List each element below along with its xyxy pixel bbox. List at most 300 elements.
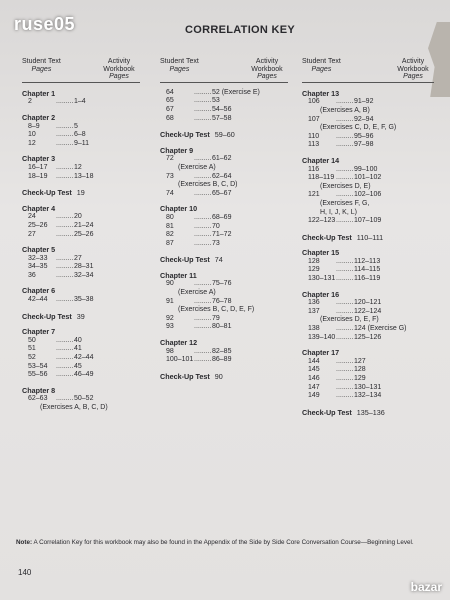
check-up-test: [160, 256, 288, 265]
column-header: [160, 58, 288, 83]
student-text-header: [22, 58, 61, 81]
dot-leader: .........: [194, 172, 212, 180]
student-text-page: 128: [308, 257, 320, 265]
correlation-row: [302, 266, 434, 275]
workbook-page: 70: [212, 222, 220, 230]
check-up-test: [302, 234, 434, 243]
student-text-page: 72: [166, 155, 174, 163]
correlation-row: [22, 296, 140, 305]
student-text-page: 130–131: [308, 275, 336, 283]
student-text-sub: Pages: [311, 65, 332, 73]
workbook-page: 82–85: [212, 347, 232, 355]
student-text-page: 8–9: [28, 122, 40, 130]
student-text-page: 149: [308, 392, 320, 400]
workbook-page: 52 (Exercise E): [212, 88, 260, 96]
chapter-heading: Chapter 11: [160, 270, 197, 280]
workbook-page: 116–119: [354, 275, 381, 283]
student-text-page: 146: [308, 375, 320, 382]
workbook-page: 13–18: [74, 172, 94, 180]
workbook-page: 53: [212, 97, 220, 105]
chapter-heading: Chapter 7: [22, 327, 56, 337]
exercise-note: [178, 164, 288, 173]
chapter-heading: Chapter 10: [160, 204, 198, 214]
chapter-heading: Chapter 4: [22, 203, 56, 213]
chapter-heading: Chapter 5: [22, 245, 56, 255]
correlation-row: [22, 222, 140, 231]
correlation-row: [22, 213, 140, 222]
student-text-page: 64: [166, 88, 174, 96]
workbook-page: 120–121: [354, 299, 382, 307]
correlation-row: [22, 395, 140, 404]
workbook-sub: Pages: [257, 73, 277, 81]
student-text-page: 106: [308, 98, 320, 106]
dot-leader: .........: [194, 114, 212, 122]
dot-leader: .........: [336, 141, 354, 149]
check-up-label: Check-Up Test: [160, 130, 210, 140]
student-text-page: 129: [308, 266, 320, 274]
dot-leader: .........: [56, 221, 74, 229]
student-text-page: 137: [308, 307, 320, 315]
dot-leader: .........: [194, 88, 212, 96]
correlation-row: [22, 272, 140, 281]
dot-leader: .........: [56, 230, 74, 238]
dot-leader: .........: [56, 254, 74, 262]
exercise-note-text: (Exercises B, C, D, E, F): [178, 306, 255, 314]
dot-leader: .........: [194, 280, 212, 288]
correlation-row: [22, 140, 140, 149]
check-up-label: Check-Up Test: [22, 188, 72, 198]
workbook-page: 5: [74, 122, 78, 130]
workbook-page: 79: [212, 314, 220, 322]
student-text-page: 90: [166, 280, 174, 288]
watermark-corner: bazar: [410, 580, 442, 594]
dot-leader: .........: [194, 189, 212, 197]
exercise-note-text: (Exercises C, D, E, F, G): [320, 124, 397, 132]
exercise-note-text: (Exercises A, B, C, D): [40, 404, 108, 411]
dot-leader: .........: [194, 105, 212, 113]
chapter-heading: Chapter 14: [302, 155, 340, 165]
workbook-page: 80–81: [212, 323, 232, 331]
correlation-row: [22, 255, 140, 264]
check-up-test: [22, 313, 140, 322]
student-text-page: 67: [166, 105, 174, 113]
student-text-page: 25–26: [28, 221, 48, 229]
workbook-page: 6–8: [74, 131, 86, 139]
chapter-heading: Chapter 9: [160, 145, 194, 155]
workbook-page: 12: [74, 163, 82, 171]
workbook-page: 76–78: [212, 297, 232, 305]
dot-leader: .........: [336, 165, 354, 173]
workbook-header: [246, 58, 288, 81]
correlation-row: [302, 358, 434, 367]
workbook-page: 25–26: [74, 230, 94, 238]
workbook-page: 92–94: [354, 115, 374, 123]
exercise-note-text: (Exercises F, G,: [320, 199, 370, 207]
student-text-page: 16–17: [28, 163, 48, 171]
workbook-page: 57–58: [212, 114, 232, 122]
workbook-page: 62–64: [212, 172, 232, 180]
student-text-page: 27: [28, 230, 36, 238]
exercise-note: [178, 289, 288, 298]
dot-leader: .........: [56, 163, 74, 171]
exercise-note-text: (Exercises D, E, F): [320, 316, 379, 324]
student-text-page: 93: [166, 323, 174, 331]
workbook-page: 65–67: [212, 189, 232, 197]
chapter-heading: Chapter 15: [302, 248, 340, 258]
dot-leader: .........: [56, 345, 74, 353]
workbook-header: [392, 58, 434, 81]
column-1: [22, 58, 140, 413]
workbook-label: Activity Workbook: [251, 58, 283, 73]
check-up-pages: 74: [214, 255, 223, 265]
student-text-page: 34–35: [28, 263, 48, 271]
student-text-page: 87: [166, 239, 174, 247]
chapter-heading: Chapter 3: [22, 154, 56, 164]
workbook-sub: Pages: [109, 73, 129, 81]
workbook-page: 122–124: [354, 307, 382, 315]
chapter-heading: Chapter 6: [22, 286, 56, 296]
correlation-row: [302, 384, 434, 393]
exercise-note: [320, 183, 434, 192]
correlation-row: [302, 299, 434, 308]
workbook-page: 27: [74, 254, 82, 262]
correlation-row: [302, 392, 434, 401]
page-title: CORRELATION KEY: [185, 24, 296, 36]
student-text-page: 65: [166, 97, 174, 105]
dot-leader: .........: [56, 122, 74, 130]
student-text-page: 50: [28, 336, 36, 344]
student-text-page: 118–119: [308, 174, 335, 182]
workbook-page: 28–31: [74, 263, 94, 271]
workbook-page: 32–34: [74, 271, 94, 279]
workbook-page: 99–100: [354, 165, 378, 173]
student-text-label: Student Text: [302, 58, 341, 65]
student-text-page: 42–44: [28, 296, 48, 304]
workbook-page: 50–52: [74, 395, 94, 403]
workbook-page: 102–106: [354, 191, 382, 199]
correlation-row: [22, 363, 140, 372]
workbook-page: 124 (Exercise G): [354, 325, 407, 333]
workbook-header: [98, 58, 140, 81]
student-text-page: 113: [308, 141, 320, 149]
dot-leader: .........: [336, 257, 354, 265]
correlation-row: [302, 375, 434, 384]
dot-leader: .........: [336, 383, 354, 391]
correlation-row: [160, 323, 288, 332]
correlation-row: [160, 115, 288, 124]
correlation-row: [22, 98, 140, 107]
exercise-note: [320, 316, 434, 325]
workbook-page: 132–134: [354, 392, 382, 400]
student-text-label: Student Text: [22, 58, 61, 65]
student-text-page: 36: [28, 271, 36, 279]
check-up-label: Check-Up Test: [22, 311, 72, 321]
dot-leader: .........: [336, 191, 354, 199]
column-3: [302, 58, 434, 421]
student-text-page: 145: [308, 366, 320, 374]
workbook-page: 71–72: [212, 231, 232, 239]
dot-leader: .........: [336, 98, 354, 106]
dot-leader: .........: [56, 395, 74, 403]
correlation-row: [302, 217, 434, 226]
check-up-label: Check-Up Test: [302, 232, 352, 242]
chapter-heading: Chapter 12: [160, 338, 198, 348]
correlation-row: [160, 348, 288, 357]
student-text-page: 18–19: [28, 172, 48, 180]
student-text-page: 100–101: [166, 356, 194, 364]
workbook-label: Activity Workbook: [103, 58, 135, 73]
exercise-note-text: (Exercises D, E): [320, 182, 371, 190]
footnote-text: A Correlation Key for this workbook may also be found in the Appendix of the Side by Side Core Conversation Course—Beginning Level.: [33, 539, 414, 546]
correlation-row: [160, 280, 288, 289]
student-text-page: 51: [28, 345, 36, 353]
student-text-page: 116: [308, 165, 320, 173]
chapter-heading: Chapter 13: [302, 88, 340, 98]
workbook-page: 68–69: [212, 213, 232, 221]
workbook-page: 107–109: [354, 217, 382, 225]
exercise-note: [320, 209, 434, 218]
exercise-note-text: H, I, J, K, L): [320, 208, 357, 216]
correlation-row: [22, 173, 140, 182]
student-text-page: 82: [166, 231, 174, 239]
correlation-row: [22, 371, 140, 380]
student-text-page: 55–56: [28, 371, 48, 379]
student-text-page: 12: [28, 139, 36, 147]
correlation-row: [22, 263, 140, 272]
chapter-heading: Chapter 8: [22, 385, 56, 395]
workbook-page: 75–76: [212, 280, 232, 288]
workbook-page: 21–24: [74, 221, 94, 229]
workbook-page: 129: [354, 375, 366, 382]
correlation-row: [302, 191, 434, 200]
dot-leader: .........: [56, 139, 74, 147]
dot-leader: .........: [56, 131, 74, 139]
correlation-row: [302, 366, 434, 375]
student-text-page: 91: [166, 297, 174, 305]
check-up-test: [160, 373, 288, 382]
dot-leader: .........: [194, 213, 212, 221]
correlation-row: [22, 345, 140, 354]
student-text-page: 98: [166, 347, 174, 355]
student-text-page: 62–63: [28, 395, 48, 403]
student-text-page: 81: [166, 222, 174, 230]
workbook-page: 91–92: [354, 98, 374, 106]
chapter-heading: Chapter 1: [22, 88, 56, 98]
exercise-note: [178, 306, 288, 315]
dot-leader: .........: [56, 263, 74, 271]
student-text-page: 139–140: [308, 333, 336, 341]
dot-leader: .........: [56, 362, 74, 370]
correlation-row: [302, 98, 434, 107]
check-up-pages: 39: [76, 311, 85, 321]
dot-leader: .........: [56, 371, 74, 379]
correlation-row: [22, 164, 140, 173]
dot-leader: .........: [194, 347, 212, 355]
column-header: [22, 58, 140, 83]
workbook-page: 112–113: [354, 257, 381, 265]
workbook-page: 127: [354, 357, 366, 365]
column-header: [302, 58, 434, 83]
dot-leader: .........: [336, 174, 354, 182]
dot-leader: .........: [56, 213, 74, 221]
correlation-row: [160, 231, 288, 240]
dot-leader: .........: [336, 299, 354, 307]
exercise-note-text: (Exercise A): [178, 163, 216, 171]
dot-leader: .........: [336, 392, 354, 400]
student-text-page: 138: [308, 325, 320, 333]
workbook-page: 101–102: [354, 174, 382, 182]
workbook-page: 61–62: [212, 155, 232, 163]
dot-leader: .........: [336, 115, 354, 123]
workbook-page: 40: [74, 336, 82, 344]
dot-leader: .........: [194, 222, 212, 230]
student-text-page: 110: [308, 132, 320, 140]
dot-leader: .........: [194, 356, 212, 364]
student-text-page: 92: [166, 314, 174, 322]
workbook-page: 42–44: [74, 354, 94, 362]
correlation-row: [302, 325, 434, 334]
check-up-pages: 110–111: [356, 232, 384, 242]
dot-leader: .........: [336, 366, 354, 374]
dot-leader: .........: [194, 97, 212, 105]
workbook-page: 1–4: [74, 98, 86, 106]
workbook-page: 97–98: [354, 141, 374, 149]
dot-leader: .........: [56, 354, 74, 362]
correlation-row: [160, 356, 288, 365]
correlation-row: [302, 308, 434, 317]
correlation-row: [22, 337, 140, 346]
chapter-heading: Chapter 2: [22, 112, 56, 122]
correlation-row: [302, 116, 434, 125]
chapter-heading: Chapter 17: [302, 348, 340, 358]
workbook-page: 125–126: [354, 333, 382, 341]
dot-leader: .........: [336, 375, 354, 382]
dot-leader: .........: [336, 333, 354, 341]
exercise-note: [40, 404, 140, 413]
footnote: [16, 539, 436, 547]
dot-leader: .........: [194, 323, 212, 331]
correlation-row: [160, 223, 288, 232]
student-text-page: 10: [28, 131, 36, 139]
workbook-page: 54–56: [212, 105, 232, 113]
correlation-row: [160, 106, 288, 115]
check-up-label: Check-Up Test: [160, 255, 210, 265]
student-text-page: 74: [166, 189, 174, 197]
exercise-note-text: (Exercise A): [178, 289, 216, 297]
check-up-label: Check-Up Test: [160, 371, 210, 381]
dot-leader: .........: [56, 172, 74, 180]
correlation-row: [302, 275, 434, 284]
workbook-page: 9–11: [74, 139, 90, 147]
workbook-label: Activity Workbook: [397, 58, 429, 73]
workbook-page: 95–96: [354, 132, 374, 140]
dot-leader: .........: [336, 275, 354, 283]
correlation-row: [160, 173, 288, 182]
dot-leader: .........: [56, 98, 74, 106]
student-text-page: 32–33: [28, 254, 48, 262]
dot-leader: .........: [194, 239, 212, 247]
dot-leader: .........: [194, 231, 212, 239]
student-text-page: 53–54: [28, 362, 48, 370]
dot-leader: .........: [336, 357, 354, 365]
correlation-row: [302, 334, 434, 343]
workbook-page: 73: [212, 239, 220, 247]
workbook-page: 45: [74, 362, 82, 370]
column-2: [160, 58, 288, 385]
student-text-page: 2: [28, 98, 32, 106]
chapter-heading: Chapter 16: [302, 289, 340, 299]
dot-leader: .........: [194, 297, 212, 305]
correlation-row: [160, 97, 288, 106]
student-text-sub: Pages: [169, 65, 190, 73]
workbook-page: 20: [74, 213, 82, 221]
student-text-page: 147: [308, 383, 320, 391]
exercise-note-text: (Exercises B, C, D): [178, 181, 238, 189]
dot-leader: .........: [56, 271, 74, 279]
correlation-row: [302, 141, 434, 150]
student-text-header: [160, 58, 199, 81]
check-up-label: Check-Up Test: [302, 407, 352, 417]
workbook-page: 46–49: [74, 371, 94, 379]
student-text-page: 52: [28, 354, 36, 362]
page-number: 140: [18, 568, 32, 577]
student-text-page: 121: [308, 191, 320, 199]
correlation-row: [302, 258, 434, 267]
workbook-page: 86–89: [212, 356, 232, 364]
student-text-page: 122–123: [308, 217, 336, 225]
correlation-row: [160, 315, 288, 324]
correlation-row: [22, 131, 140, 140]
correlation-row: [160, 89, 288, 98]
exercise-note: [320, 200, 434, 209]
correlation-row: [302, 166, 434, 175]
correlation-row: [160, 214, 288, 223]
correlation-row: [22, 123, 140, 132]
correlation-row: [160, 298, 288, 307]
student-text-page: 24: [28, 213, 36, 221]
workbook-page: 114–115: [354, 266, 381, 274]
correlation-row: [22, 231, 140, 240]
student-text-header: [302, 58, 341, 81]
student-text-page: 107: [308, 115, 320, 123]
correlation-row: [160, 155, 288, 164]
exercise-note: [320, 107, 434, 116]
exercise-note: [320, 124, 434, 133]
student-text-page: 80: [166, 213, 174, 221]
dot-leader: .........: [336, 307, 354, 315]
check-up-pages: 59–60: [214, 130, 235, 140]
footnote-label: Note:: [16, 539, 33, 546]
correlation-row: [302, 174, 434, 183]
workbook-page: 130–131: [354, 383, 382, 391]
dot-leader: .........: [56, 296, 74, 304]
exercise-note: [178, 181, 288, 190]
dot-leader: .........: [194, 314, 212, 322]
check-up-pages: 135–136: [356, 407, 385, 417]
check-up-test: [160, 131, 288, 140]
workbook-page: 41: [74, 345, 82, 353]
correlation-row: [302, 133, 434, 142]
dot-leader: .........: [56, 336, 74, 344]
dot-leader: .........: [336, 217, 354, 225]
correlation-row: [160, 240, 288, 249]
watermark-logo: ruse05: [14, 14, 76, 34]
student-text-page: 73: [166, 172, 174, 180]
correlation-row: [160, 190, 288, 199]
student-text-page: 68: [166, 114, 174, 122]
check-up-test: [22, 189, 140, 198]
workbook-sub: Pages: [403, 73, 423, 81]
